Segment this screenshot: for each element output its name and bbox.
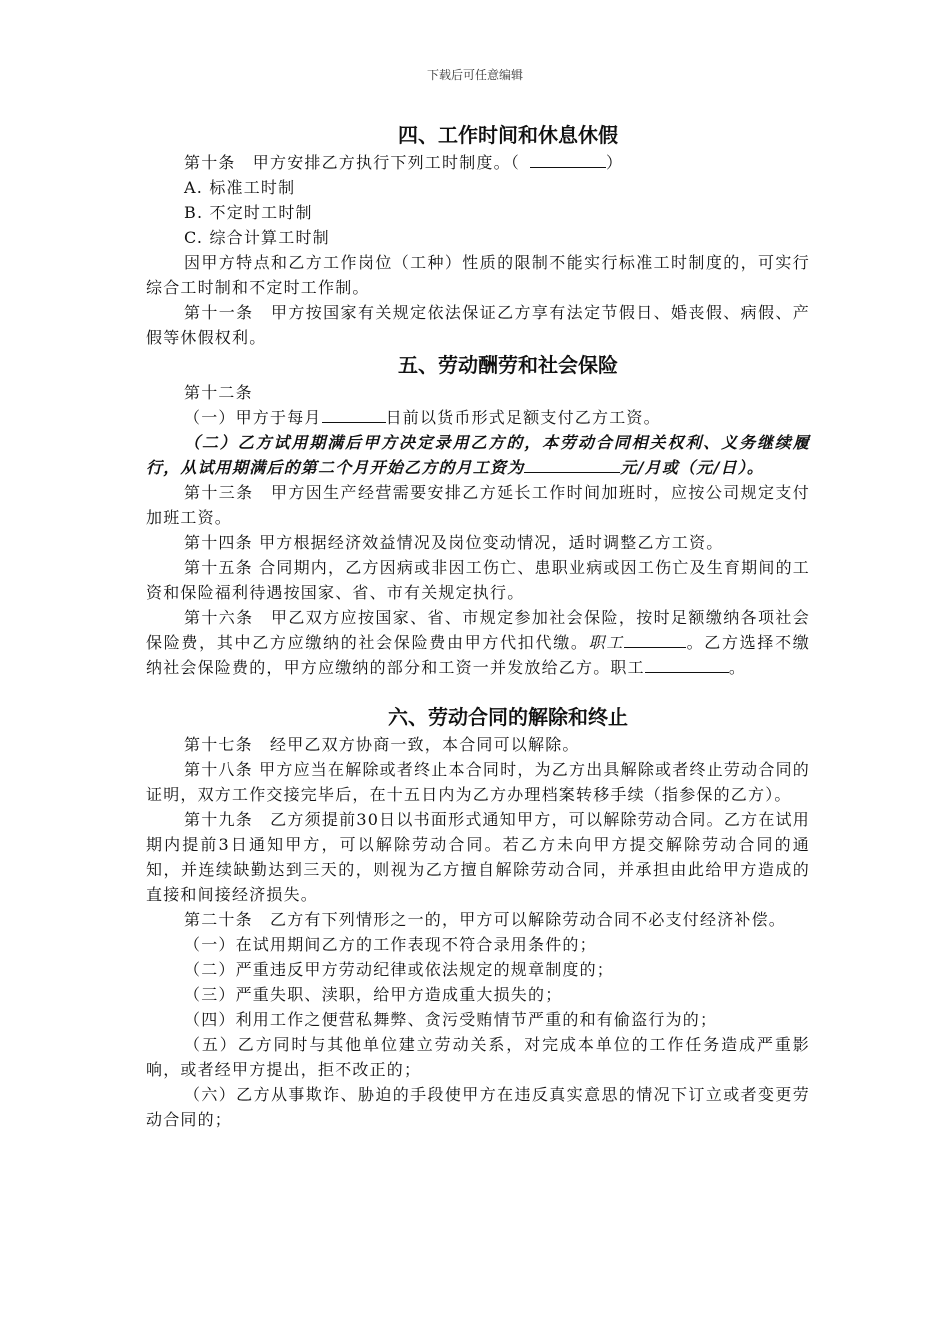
article-20-item: （四）利用工作之便营私舞弊、贪污受贿情节严重的和有偷盗行为的； <box>184 1010 718 1029</box>
work-hours-blank[interactable] <box>530 151 606 168</box>
document-body <box>146 120 810 1132</box>
section-4-title: 四、工作时间和休息休假 <box>398 123 618 147</box>
article-18: 第十八条 甲方应当在解除或者终止本合同时，为乙方出具解除或者终止劳动合同的证明，双方工作交接完毕后，在十五日内为乙方办理档案转移手续（指参保的乙方）。 <box>146 760 810 804</box>
article-20-item: （一）在试用期间乙方的工作表现不符合录用条件的； <box>184 935 597 954</box>
article-12: 第十二条 <box>184 383 253 402</box>
pay-day-blank[interactable] <box>322 406 386 423</box>
article-20: 第二十条 乙方有下列情形之一的，甲方可以解除劳动合同不必支付经济补偿。 <box>184 910 787 929</box>
article-13: 第十三条 甲方因生产经营需要安排乙方延长工作时间加班时，应按公司规定支付加班工资。 <box>146 483 810 527</box>
option-c: C. 综合计算工时制 <box>184 228 330 247</box>
option-b: B. 不定时工时制 <box>184 203 313 222</box>
article-12-item-2: （二）乙方试用期满后甲方决定录用乙方的，本劳动合同相关权利、义务继续履行，从试用期满后的第二个月开始乙方的月工资为 元/月或（元/日）。 <box>146 433 810 477</box>
article-11: 第十一条 甲方按国家有关规定依法保证乙方享有法定节假日、婚丧假、病假、产假等休假权利。 <box>146 303 810 347</box>
article-12-item-1: （一）甲方于每月 日前以货币形式足额支付乙方工资。 <box>184 408 661 427</box>
worker-signature-blank-1[interactable] <box>624 631 686 648</box>
section-5-title: 五、劳动酬劳和社会保险 <box>398 353 618 377</box>
option-a: A. 标准工时制 <box>184 178 296 197</box>
page-header: 下载后可任意编辑 <box>426 68 523 82</box>
article-19: 第十九条 乙方须提前30日以书面形式通知甲方，可以解除劳动合同。乙方在试用期内提前3日通知甲方，可以解除劳动合同。若乙方未向甲方提交解除劳动合同的通知，并连续缺勤达到三天的，则视为乙方擅自解除劳动合同，并承担由此给甲方造成的直接和间接经济损失。 <box>146 810 810 904</box>
article-14: 第十四条 甲方根据经济效益情况及岗位变动情况，适时调整乙方工资。 <box>184 533 724 552</box>
monthly-salary-blank[interactable] <box>524 456 620 473</box>
article-20-item: （五）乙方同时与其他单位建立劳动关系，对完成本单位的工作任务造成严重影响，或者经甲方提出，拒不改正的； <box>146 1035 810 1079</box>
article-16: 第十六条 甲乙双方应按国家、省、市规定参加社会保险，按时足额缴纳各项社会保险费，其中乙方应缴纳的社会保险费由甲方代扣代缴。职工 。乙方选择不缴纳社会保险费的，甲方应缴纳的部分和工资一并发放给乙方。职工 。 <box>146 608 810 677</box>
work-hours-note: 因甲方特点和乙方工作岗位（工种）性质的限制不能实行标准工时制度的，可实行综合工时制和不定时工作制。 <box>146 253 810 297</box>
section-6-title: 六、劳动合同的解除和终止 <box>388 705 628 729</box>
article-20-item: （六）乙方从事欺诈、胁迫的手段使甲方在违反真实意思的情况下订立或者变更劳动合同的； <box>146 1085 810 1129</box>
worker-signature-blank-2[interactable] <box>645 656 729 673</box>
article-20-item: （三）严重失职、渎职，给甲方造成重大损失的； <box>184 985 563 1004</box>
article-17: 第十七条 经甲乙双方协商一致，本合同可以解除。 <box>184 735 580 754</box>
article-20-item: （二）严重违反甲方劳动纪律或依法规定的规章制度的； <box>184 960 615 979</box>
article-15: 第十五条 合同期内，乙方因病或非因工伤亡、患职业病或因工伤亡及生育期间的工资和保险福利待遇按国家、省、市有关规定执行。 <box>146 558 810 602</box>
article-10: 第十条 甲方安排乙方执行下列工时制度。（ ） <box>184 153 624 172</box>
